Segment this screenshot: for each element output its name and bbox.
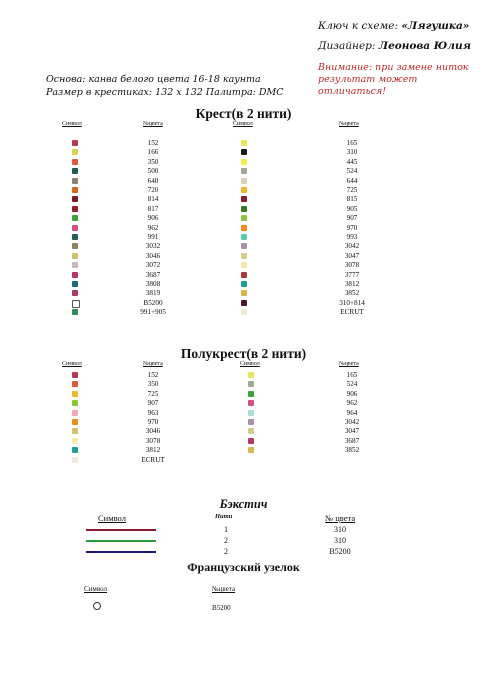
- symbol-swatch-icon: [72, 225, 78, 231]
- cross-color-number: 906: [147, 214, 159, 223]
- symbol-swatch-icon: [72, 272, 78, 278]
- cross-color-number: 3777: [344, 270, 360, 279]
- cross-color-number: 640: [147, 176, 159, 185]
- symbol-swatch-icon: [241, 262, 247, 268]
- symbol-swatch-icon: [72, 178, 78, 184]
- symbol-swatch-icon: [241, 187, 247, 193]
- symbol-swatch-icon: [72, 149, 78, 155]
- backstitch-col-symbol: Символ: [98, 513, 126, 523]
- halfcross-color-number: 165: [346, 371, 358, 379]
- halfcross-color-number: 963: [147, 408, 159, 417]
- backstitch-title: Бэкстич: [219, 497, 268, 511]
- cross-color-number: 310: [346, 148, 358, 157]
- cross-color-number: 3046: [145, 251, 161, 260]
- warning-text: Внимание: при замене ниток результат может отличаться!: [318, 62, 469, 97]
- backstitch-color-number: 310: [334, 525, 346, 534]
- french-col-color: №цвета: [212, 585, 236, 593]
- symbol-swatch-icon: [248, 391, 254, 397]
- symbol-swatch-icon: [248, 381, 254, 387]
- cross-color-number: ECRUT: [340, 308, 364, 317]
- halfcross-color-number: 3812: [145, 446, 161, 455]
- size-line: Размер в крестиках: 132 х 132 Палитра: DMC: [46, 87, 284, 98]
- halfcross-color-number: 962: [346, 399, 358, 408]
- halfcross-col-color-right: №цвета: [339, 361, 359, 367]
- cross-color-number: 3032: [145, 242, 161, 251]
- symbol-swatch-icon: [72, 309, 78, 315]
- symbol-swatch-icon: [72, 159, 78, 165]
- cross-color-number: 165: [346, 139, 358, 147]
- cross-color-number: 905: [346, 204, 358, 213]
- symbol-swatch-icon: [72, 438, 78, 444]
- cross-color-number: 3819: [145, 289, 161, 298]
- halfcross-color-number: 3046: [145, 427, 161, 436]
- french-title: Французский узелок: [187, 560, 300, 574]
- key-title: [318, 20, 469, 32]
- backstitch-threads: 1: [224, 525, 228, 534]
- halfcross-col-symbol-left: Символ: [62, 361, 82, 367]
- cross-color-number: 725: [346, 186, 358, 194]
- cross-color-number: 152: [147, 139, 159, 147]
- symbol-swatch-icon: [241, 309, 247, 315]
- backstitch-line-swatch: [86, 540, 156, 542]
- cross-color-number: 3852: [344, 289, 360, 298]
- halfcross-color-number: 907: [147, 399, 159, 408]
- symbol-swatch-icon: [72, 300, 80, 308]
- symbol-swatch-icon: [241, 196, 247, 202]
- halfcross-color-number: ECRUT: [141, 455, 165, 464]
- cross-color-number: 644: [346, 176, 358, 185]
- cross-color-number: 991+905: [140, 308, 166, 317]
- cross-color-number: 817: [147, 204, 159, 213]
- halfcross-title: Полукрест(в 2 нити): [180, 346, 307, 361]
- french-col-symbol: Символ: [84, 585, 108, 593]
- symbol-swatch-icon: [241, 243, 247, 249]
- symbol-swatch-icon: [248, 428, 254, 434]
- symbol-swatch-icon: [241, 168, 247, 174]
- symbol-swatch-icon: [241, 215, 247, 221]
- key-prefix: Ключ к схеме:: [318, 20, 399, 32]
- halfcross-color-number: 350: [147, 380, 159, 389]
- symbol-swatch-icon: [241, 159, 247, 165]
- symbol-swatch-icon: [72, 196, 78, 202]
- cross-color-number: 3812: [344, 280, 360, 288]
- cross-color-number: 3687: [145, 270, 161, 279]
- cross-title: Крест(в 2 нити): [195, 106, 292, 121]
- symbol-swatch-icon: [72, 253, 78, 259]
- key-name: «Лягушка»: [401, 20, 470, 32]
- halfcross-color-number: 964: [346, 408, 358, 417]
- backstitch-color-number: B5200: [329, 547, 351, 556]
- cross-color-number: 907: [346, 214, 358, 223]
- french-knot-circle-icon: [93, 602, 101, 610]
- symbol-swatch-icon: [72, 206, 78, 212]
- backstitch-threads: 2: [224, 547, 228, 556]
- designer-prefix: Дизайнер:: [318, 40, 376, 52]
- symbol-swatch-icon: [248, 419, 254, 425]
- cross-color-number: 445: [346, 157, 358, 166]
- symbol-swatch-icon: [241, 178, 247, 184]
- symbol-swatch-icon: [241, 290, 247, 296]
- backstitch-line-swatch: [86, 551, 156, 553]
- symbol-swatch-icon: [72, 391, 78, 397]
- cross-color-number: 350: [147, 157, 159, 166]
- halfcross-color-number: 524: [346, 380, 358, 389]
- french-number: B5200: [212, 604, 231, 612]
- symbol-swatch-icon: [72, 168, 78, 174]
- backstitch-col-color: № цвета: [325, 513, 356, 523]
- halfcross-color-number: 3078: [145, 436, 161, 445]
- backstitch-threads: 2: [224, 536, 228, 545]
- symbol-swatch-icon: [241, 140, 247, 146]
- cross-color-number: 993: [346, 233, 358, 241]
- symbol-swatch-icon: [241, 300, 247, 306]
- cross-color-number: 500: [147, 167, 159, 176]
- designer-line: [318, 40, 471, 52]
- backstitch-col-threads: Нити: [215, 513, 233, 520]
- symbol-swatch-icon: [248, 410, 254, 416]
- symbol-swatch-icon: [72, 215, 78, 221]
- symbol-swatch-icon: [248, 372, 254, 378]
- halfcross-color-number: 3047: [344, 427, 360, 436]
- symbol-swatch-icon: [72, 234, 78, 240]
- symbol-swatch-icon: [72, 372, 78, 378]
- halfcross-color-number: 906: [346, 389, 358, 398]
- halfcross-col-symbol-right: Символ: [240, 361, 260, 367]
- symbol-swatch-icon: [72, 410, 78, 416]
- cross-color-number: 3072: [145, 261, 161, 270]
- symbol-swatch-icon: [241, 281, 247, 287]
- halfcross-color-number: 152: [147, 371, 159, 379]
- symbol-swatch-icon: [72, 187, 78, 193]
- halfcross-color-number: 3852: [344, 446, 360, 455]
- halfcross-color-number: 970: [147, 418, 159, 426]
- symbol-swatch-icon: [248, 447, 254, 453]
- cross-col-symbol-right: Символ: [233, 121, 253, 127]
- cross-color-number: 720: [147, 186, 159, 194]
- symbol-swatch-icon: [241, 234, 247, 240]
- base-info: [46, 73, 284, 99]
- symbol-swatch-icon: [241, 253, 247, 259]
- backstitch-line-swatch: [86, 529, 156, 531]
- cross-color-number: 3047: [344, 251, 360, 260]
- halfcross-color-number: 3042: [344, 418, 360, 426]
- symbol-swatch-icon: [248, 400, 254, 406]
- halfcross-color-number: 725: [147, 389, 159, 398]
- cross-color-number: 991: [147, 233, 159, 241]
- backstitch-color-number: 310: [334, 536, 346, 545]
- symbol-swatch-icon: [241, 149, 247, 155]
- designer-name: Леонова Юлия: [378, 40, 471, 52]
- cross-col-color-right: №цвета: [339, 121, 359, 127]
- symbol-swatch-icon: [241, 206, 247, 212]
- symbol-swatch-icon: [72, 400, 78, 406]
- cross-color-number: 970: [346, 223, 358, 232]
- symbol-swatch-icon: [248, 438, 254, 444]
- symbol-swatch-icon: [72, 290, 78, 296]
- symbol-swatch-icon: [72, 457, 78, 463]
- symbol-swatch-icon: [241, 225, 247, 231]
- cross-color-number: 524: [346, 167, 358, 176]
- halfcross-color-number: 3687: [344, 436, 360, 445]
- symbol-swatch-icon: [72, 381, 78, 387]
- cross-color-number: 815: [346, 195, 358, 204]
- cross-color-number: B5200: [143, 298, 163, 307]
- symbol-swatch-icon: [241, 272, 247, 278]
- cross-col-symbol-left: Символ: [62, 121, 82, 127]
- cross-color-number: 3078: [344, 261, 360, 270]
- symbol-swatch-icon: [72, 262, 78, 268]
- cross-color-number: 166: [147, 148, 159, 157]
- symbol-swatch-icon: [72, 419, 78, 425]
- cross-col-color-left: №цвета: [143, 121, 163, 127]
- cross-color-number: 962: [147, 223, 159, 232]
- symbol-swatch-icon: [72, 281, 78, 287]
- cross-color-number: 814: [147, 195, 159, 204]
- symbol-swatch-icon: [72, 243, 78, 249]
- base-line: Основа: канва белого цвета 16-18 каунта: [46, 74, 261, 85]
- symbol-swatch-icon: [72, 447, 78, 453]
- symbol-swatch-icon: [72, 428, 78, 434]
- cross-color-number: 3042: [344, 242, 360, 251]
- cross-color-number: 310+814: [339, 298, 365, 307]
- cross-color-number: 3808: [145, 280, 161, 288]
- halfcross-col-color-left: №цвета: [143, 361, 163, 367]
- symbol-swatch-icon: [72, 140, 78, 146]
